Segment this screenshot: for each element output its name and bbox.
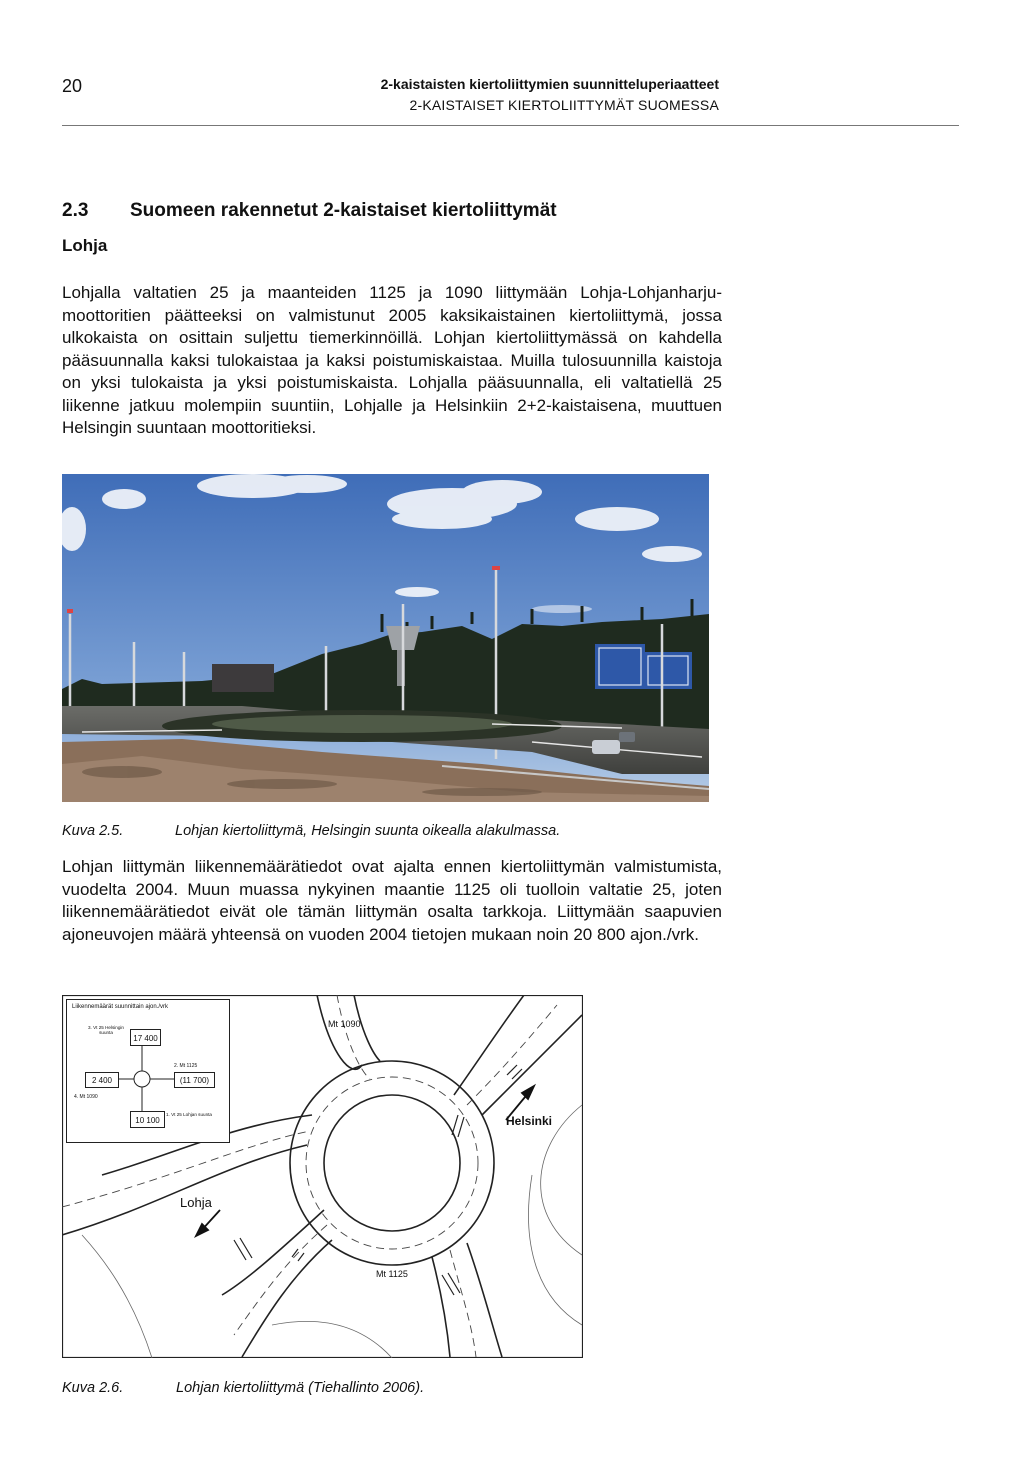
header-divider <box>62 125 959 126</box>
subheading: Lohja <box>62 236 108 255</box>
running-header-subtitle: 2-KAISTAISET KIERTOLIITTYMÄT SUOMESSA <box>409 97 719 113</box>
section-title: Suomeen rakennetut 2-kaistaiset kiertoliittymät <box>130 200 557 221</box>
map-label-mt1125: Mt 1125 <box>376 1269 408 1279</box>
page-number: 20 <box>62 76 83 96</box>
body-paragraph-1: Lohjalla valtatien 25 ja maanteiden 1125 ja 1090 liittymään Lohja-Lohjanharju-moottoritien päätteeksi on valmistunut 2005 kaksikaistainen kiertoliittymä, jossa ulkokaista on osittain suljettu tiemerkinnöillä. Lohjan kiertoliittymässä on kahdella pääsuunnalla kaksi tulokaistaa ja kaksi poistumiskaistaa. Muilla tulosuunnilla kaistoja on yksi tulokaista ja yksi poistumiskaista. Lohjalla pääsuunnalla, eli valtatiellä 25 liikenne jatkuu molempiin suuntiin, Lohjalle ja Helsinkiin 2+2-kaistaisena, muuttuen Helsingin suuntaan moottoritieksi. <box>62 283 722 437</box>
map-label-mt1090: Mt 1090 <box>328 1019 361 1029</box>
legend-value-south: 10 100 <box>135 1116 160 1125</box>
figure-number: Kuva 2.5. <box>62 823 124 839</box>
body-paragraph-2: Lohjan liittymän liikennemäärätiedot ovat ajalta ennen kiertoliittymän valmistumista, vuodelta 2004. Muun muassa nykyinen maantie 1125 oli tuolloin valtatie 25, joten liikennemäärätiedot eivät ole tämän liittymän osalta tarkkoja. Liittymään saapuvien ajoneuvojen määrä yhteensä on vuoden 2004 tietojen mukaan noin 20 800 ajon./vrk. <box>62 857 722 944</box>
legend-label-north: 3. Vt 25 Helsingin suunta <box>87 1025 124 1036</box>
legend-title: Liikennemäärät suunnittain ajon./vrk <box>72 1004 169 1010</box>
running-header-title: 2-kaistaisten kiertoliittymien suunnitteluperiaatteet <box>380 76 719 92</box>
map-label-lohja: Lohja <box>180 1195 212 1210</box>
legend-label-east: 2. Mt 1125 <box>174 1063 198 1069</box>
legend-value-east: (11 700) <box>179 1076 210 1085</box>
map-label-helsinki: Helsinki <box>506 1114 553 1128</box>
figure-number: Kuva 2.6. <box>62 1380 124 1396</box>
legend-label-west: 4. Mt 1090 <box>74 1094 98 1100</box>
figure-caption-2-5 <box>62 823 702 843</box>
legend-label-south: 1. Vt 25 Lohjan suunta <box>166 1112 212 1117</box>
legend-value-west: 2 400 <box>91 1076 113 1085</box>
section-number: 2.3 <box>62 200 89 221</box>
figure-caption-text: Lohjan kiertoliittymä, Helsingin suunta oikealla alakulmassa. <box>175 823 561 839</box>
roundabout-plan-diagram <box>62 995 583 1358</box>
figure-caption-text: Lohjan kiertoliittymä (Tiehallinto 2006). <box>176 1380 425 1396</box>
roundabout-photo <box>62 474 709 802</box>
legend-value-north: 17 400 <box>133 1034 158 1043</box>
figure-caption-2-6 <box>62 1380 702 1400</box>
